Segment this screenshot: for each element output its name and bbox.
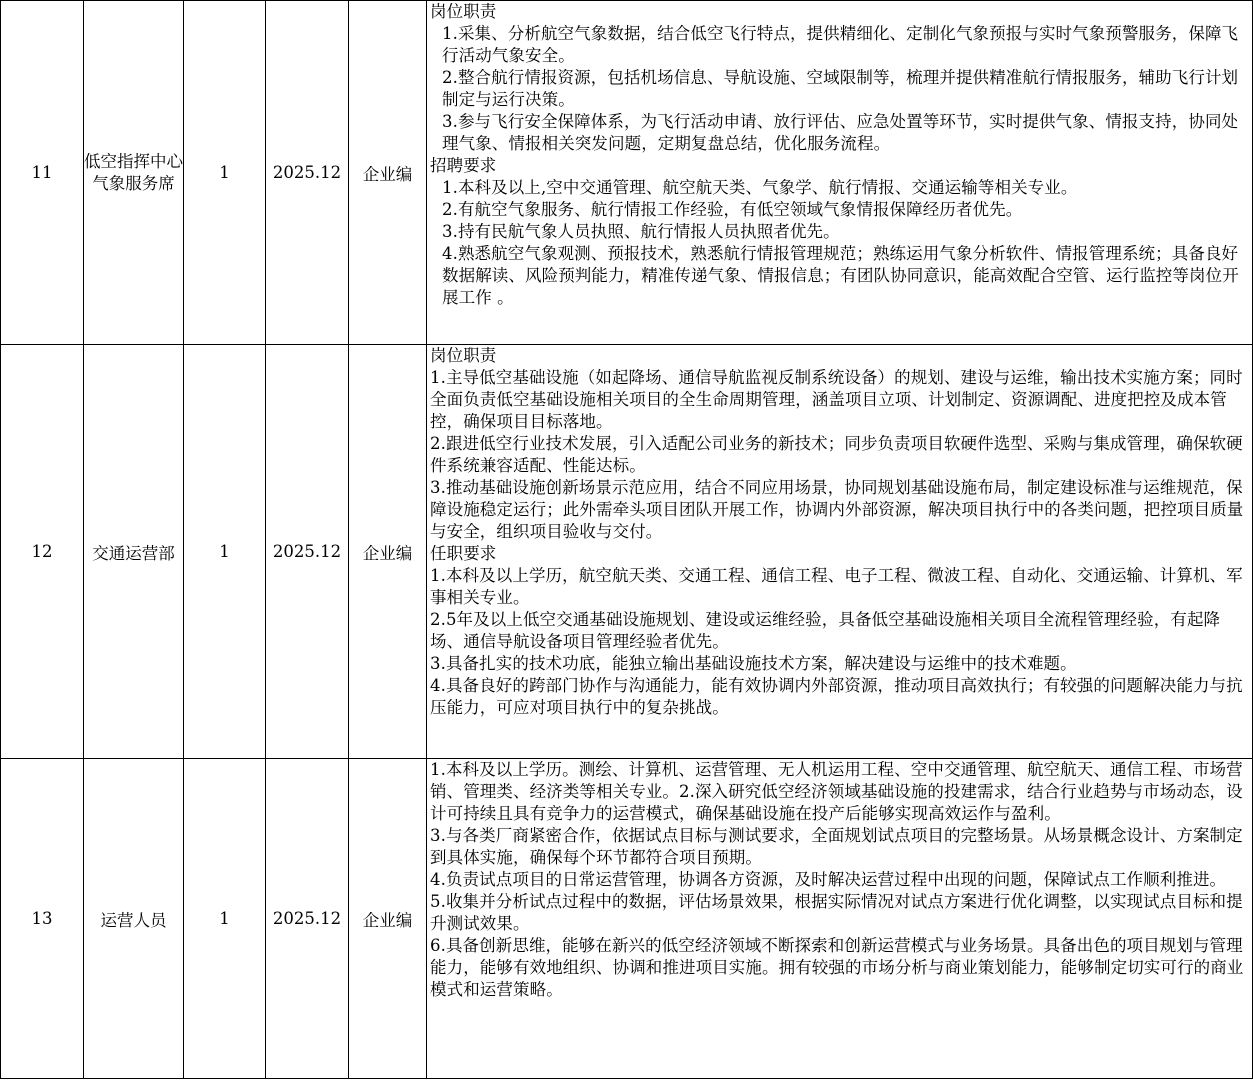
headcount: 1 (184, 1, 266, 345)
section-heading: 岗位职责 (430, 2, 497, 21)
date: 2025.12 (266, 1, 349, 345)
table-row (1, 1, 1253, 345)
date: 2025.12 (266, 345, 349, 759)
description-item: 3.与各类厂商紧密合作，依据试点目标与测试要求，全面规划试点项目的完整场景。从场景概念设计、方案制定到具体实施，确保每个环节都符合项目预期。 (430, 826, 1243, 867)
description-item: 3.具备扎实的技术功底，能独立输出基础设施技术方案，解决建设与运维中的技术难题。 (430, 654, 1077, 673)
description-item: 4.具备良好的跨部门协作与沟通能力，能有效协调内外部资源，推动项目高效执行；有较强的问题解决能力与抗压能力，可应对项目执行中的复杂挑战。 (430, 676, 1243, 717)
description-item: 2.有航空气象服务、航行情报工作经验，有低空领域气象情报保障经历者优先。 (442, 200, 1023, 219)
job-description (427, 1, 1253, 345)
headcount: 1 (184, 759, 266, 1079)
section-heading: 招聘要求 (430, 156, 497, 175)
description-item: 1.本科及以上,空中交通管理、航空航天类、气象学、航行情报、交通运输等相关专业。 (442, 178, 1078, 197)
headcount: 1 (184, 345, 266, 759)
description-item: 4.负责试点项目的日常运营管理，协调各方资源，及时解决运营过程中出现的问题，保障试点工作顺利推进。 (430, 870, 1227, 889)
section-heading: 任职要求 (430, 544, 497, 563)
description-item: 3.参与飞行安全保障体系，为飞行活动申请、放行评估、应急处置等环节，实时提供气象、情报支持，协同处理气象、情报相关突发问题，定期复盘总结，优化服务流程。 (442, 112, 1239, 153)
date: 2025.12 (266, 759, 349, 1079)
employment-type: 企业编 (349, 759, 427, 1079)
description-item: 2.5年及以上低空交通基础设施规划、建设或运维经验，具备低空基础设施相关项目全流程管理经验，有起降场、通信导航设备项目管理经验者优先。 (430, 610, 1221, 651)
description-item: 1.本科及以上学历，航空航天类、交通工程、通信工程、电子工程、微波工程、自动化、交通运输、计算机、军事相关专业。 (430, 566, 1243, 607)
description-item: 1.本科及以上学历。测绘、计算机、运营管理、无人机运用工程、空中交通管理、航空航天、通信工程、市场营销、管理类、经济类等相关专业。2.深入研究低空经济领域基础设施的投建需求，结合行业趋势与市场动态，设计可持续且具有竞争力的运营模式，确保基础设施在投产后能够实现高效运作与盈利。 (430, 760, 1243, 823)
employment-type: 企业编 (349, 1, 427, 345)
description-item: 5.收集并分析试点过程中的数据，评估场景效果，根据实际情况对试点方案进行优化调整，以实现试点目标和提升测试效果。 (430, 892, 1243, 933)
table-row (1, 759, 1253, 1079)
job-description (427, 345, 1253, 759)
description-item: 1.采集、分析航空气象数据，结合低空飞行特点，提供精细化、定制化气象预报与实时气象预警服务，保障飞行活动气象安全。 (442, 24, 1239, 65)
employment-type: 企业编 (349, 345, 427, 759)
row-number: 11 (1, 1, 84, 345)
position-name: 低空指挥中心气象服务席 (84, 1, 184, 345)
row-number: 12 (1, 345, 84, 759)
description-item: 3.推动基础设施创新场景示范应用，结合不同应用场景，协同规划基础设施布局，制定建设标准与运维规范，保障设施稳定运行；此外需牵头项目团队开展工作，协调内外部资源，解决项目执行中的各类问题，把控项目质量与安全，组织项目验收与交付。 (430, 478, 1244, 541)
description-item: 2.整合航行情报资源，包括机场信息、导航设施、空域限制等，梳理并提供精准航行情报服务，辅助飞行计划制定与运行决策。 (442, 68, 1239, 109)
row-number: 13 (1, 759, 84, 1079)
position-name: 运营人员 (84, 759, 184, 1079)
description-item: 1.主导低空基础设施（如起降场、通信导航监视反制系统设备）的规划、建设与运维，输出技术实施方案；同时全面负责低空基础设施相关项目的全生命周期管理，涵盖项目立项、计划制定、资源调配、进度把控及成本管控，确保项目目标落地。 (430, 368, 1243, 431)
description-item: 2.跟进低空行业技术发展，引入适配公司业务的新技术；同步负责项目软硬件选型、采购与集成管理，确保软硬件系统兼容适配、性能达标。 (430, 434, 1243, 475)
description-item: 3.持有民航气象人员执照、航行情报人员执照者优先。 (442, 222, 840, 241)
position-name: 交通运营部 (84, 345, 184, 759)
description-item: 6.具备创新思维，能够在新兴的低空经济领域不断探索和创新运营模式与业务场景。具备出色的项目规划与管理能力，能够有效地组织、协调和推进项目实施。拥有较强的市场分析与商业策划能力，能够制定切实可行的商业模式和运营策略。 (430, 936, 1244, 999)
section-heading: 岗位职责 (430, 346, 497, 365)
table-row (1, 345, 1253, 759)
description-item: 4.熟悉航空气象观测、预报技术，熟悉航行情报管理规范；熟练运用气象分析软件、情报管理系统；具备良好数据解读、风险预判能力，精准传递气象、情报信息；有团队协同意识，能高效配合空管、运行监控等岗位开展工作 。 (442, 244, 1239, 307)
job-description (427, 759, 1253, 1079)
